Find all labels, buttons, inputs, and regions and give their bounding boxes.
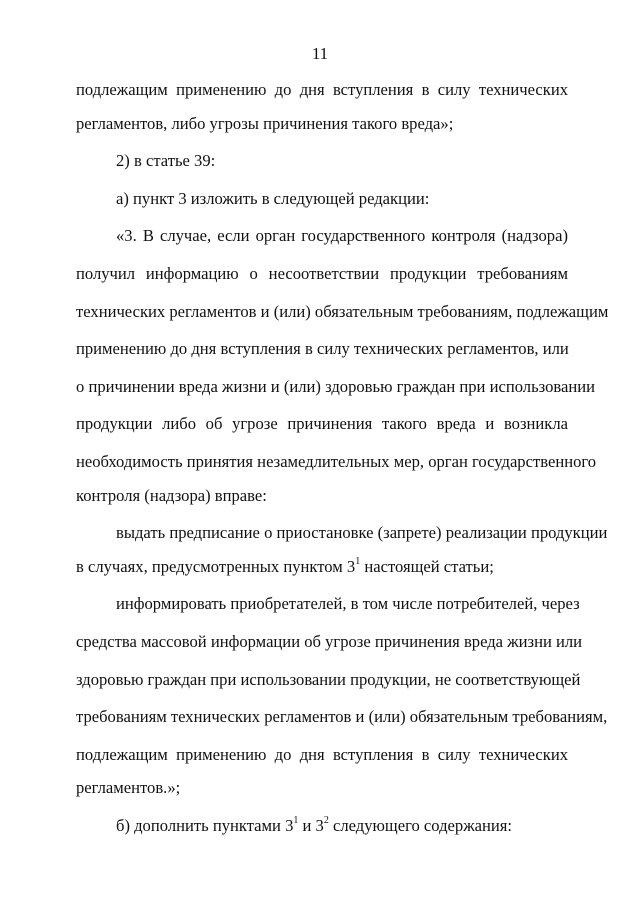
document-body: [76, 73, 609, 842]
text-line: регламентов, либо угрозы причинения такого вреда»;: [76, 113, 454, 133]
text-line: о причинении вреда жизни и (или) здоровью граждан при использовании: [76, 376, 596, 396]
text-segment: в случаях, предусмотренных пунктом 3: [76, 556, 356, 576]
text-line: подлежащим применению до дня вступления в силу технических: [76, 80, 568, 99]
text-line: продукции либо об угрозе причинения такого вреда и возникла: [76, 414, 568, 434]
text-segment: б) дополнить пунктами 3: [116, 815, 294, 835]
text-line: получил информацию о несоответствии продукции требованиям: [76, 263, 568, 283]
superscript: 2: [323, 815, 329, 827]
page-number: 11: [311, 44, 329, 63]
text-line: технических регламентов и (или) обязательным требованиям, подлежащим: [76, 301, 609, 321]
text-line: «3. В случае, если орган государственного контроля (надзора): [116, 226, 568, 246]
text-segment: настоящей статьи;: [360, 556, 494, 576]
superscript: 1: [355, 556, 361, 568]
text-line: а) пункт 3 изложить в следующей редакции:: [116, 188, 430, 208]
text-line: здоровью граждан при использовании продукции, не соответствующей: [76, 669, 581, 689]
text-line: информировать приобретателей, в том числе потребителей, через: [116, 594, 580, 614]
text-segment: и 3: [298, 815, 324, 835]
text-line: контроля (надзора) вправе:: [76, 485, 267, 505]
text-line: 2) в статье 39:: [116, 151, 216, 171]
text-line: выдать предписание о приостановке (запрете) реализации продукции: [116, 523, 608, 543]
text-line: [76, 809, 568, 843]
text-line: регламентов.»;: [76, 778, 181, 798]
text-segment: следующего содержания:: [328, 815, 513, 835]
text-line: требованиям технических регламентов и (или) обязательным требованиям,: [76, 707, 608, 727]
text-line: подлежащим применению до дня вступления в силу технических: [76, 744, 568, 764]
text-line: средства массовой информации об угрозе причинения вреда жизни или: [76, 631, 583, 651]
text-line: применению до дня вступления в силу технических регламентов, или: [76, 339, 569, 359]
text-line: необходимость принятия незамедлительных мер, орган государственного: [76, 451, 597, 471]
superscript: 1: [293, 815, 299, 827]
text-line: [76, 550, 568, 584]
